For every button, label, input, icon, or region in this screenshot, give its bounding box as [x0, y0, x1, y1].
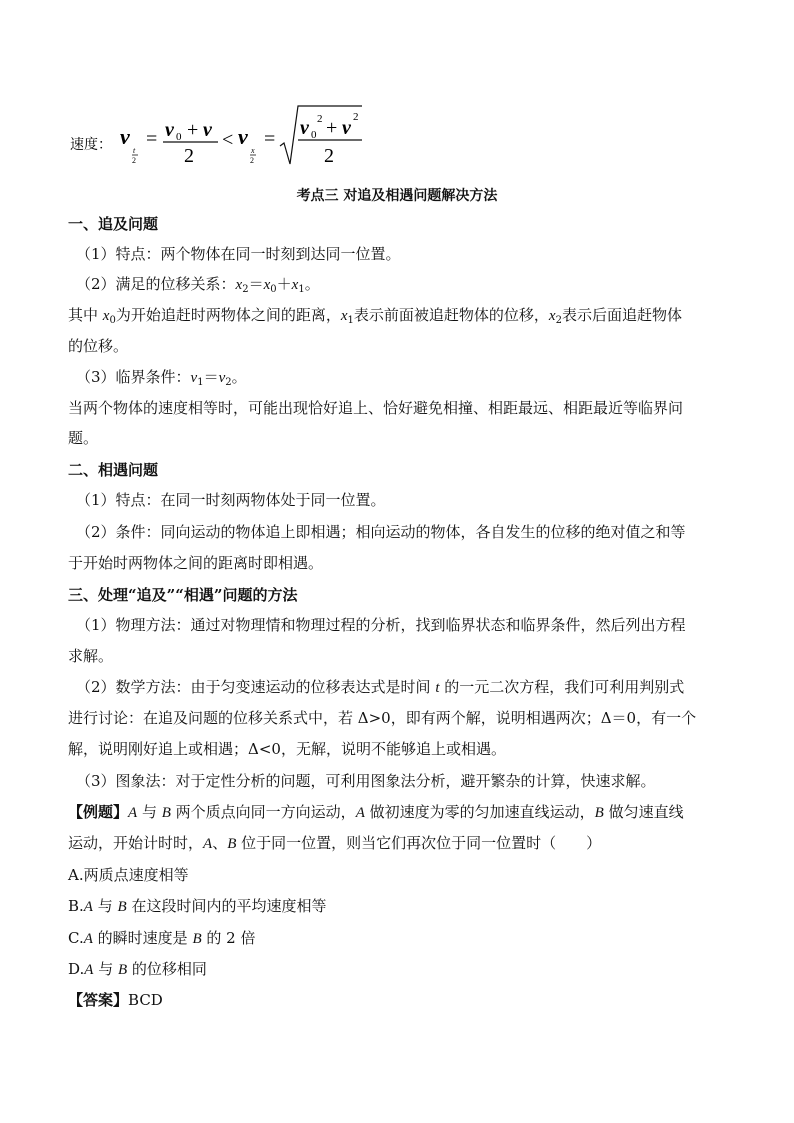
s1-p4-pre: （3）临界条件： — [76, 368, 191, 386]
formula-sub-x: x — [251, 146, 255, 155]
formula-num-v0: v — [165, 119, 174, 141]
formula-sub-two2: 2 — [250, 156, 254, 165]
s1-p2-end: 。 — [304, 275, 320, 293]
s1-p3-c: 表示前面被追赶物体的位移， — [353, 306, 549, 324]
section2-p2b: 于开始时两物体之间的距离时即相遇。 — [68, 554, 324, 572]
formula-sq-exp1: 2 — [317, 113, 323, 125]
formula-sq-v: v — [342, 117, 351, 139]
option-d — [68, 959, 207, 980]
section1-p5b: 题。 — [68, 429, 99, 447]
opt-d-pre: D. — [68, 960, 85, 978]
formula-v-t: v — [120, 124, 130, 149]
opt-d-end: 的位移相同 — [127, 960, 207, 978]
s1-p4-v2: v — [218, 370, 226, 386]
example-line1 — [68, 802, 684, 823]
opt-d-mid: 与 — [93, 960, 118, 978]
s3-p2-a1: （2）数学方法：由于匀变速运动的位移表达式是时间 — [76, 678, 436, 696]
s1-p3-x2: x — [548, 308, 556, 324]
option-a: A.两质点速度相等 — [68, 866, 189, 884]
section1-p2 — [76, 274, 320, 295]
s1-p3-a: 其中 — [68, 306, 103, 324]
s1-p3-s1: 1 — [347, 315, 354, 326]
section1-p1: （1）特点：两个物体在同一时刻到达同一位置。 — [76, 245, 401, 263]
velocity-formula — [70, 100, 390, 170]
opt-c-B: B — [192, 931, 202, 947]
s3-p2-t: t — [435, 680, 440, 696]
opt-b-B: B — [117, 899, 127, 915]
s1-p2-eq: ＝ — [248, 275, 264, 293]
formula-den-two2: 2 — [324, 145, 334, 167]
formula-sub-two1: 2 — [132, 156, 136, 165]
section2-p2a: （2）条件：同向运动的物体追上即相遇；相向运动的物体，各自发生的位移的绝对值之和等 — [76, 523, 686, 541]
opt-c-A: A — [83, 931, 93, 947]
ex-l1-c: 做初速度为零的匀加速直线运动， — [364, 803, 595, 821]
s1-p4-s1: 1 — [197, 377, 204, 388]
section3-p1b: 求解。 — [68, 647, 114, 665]
ex-l1-B2: B — [594, 805, 604, 821]
example-line2 — [68, 833, 601, 854]
s1-p2-plus: ＋ — [276, 275, 292, 293]
ex-l2-A: A — [203, 836, 213, 852]
s1-p3-x1: x — [340, 308, 348, 324]
formula-v-x: v — [238, 124, 248, 149]
s1-p2-x1: x — [291, 277, 299, 293]
s1-p3-b: 为开始追赶时两物体之间的距离， — [115, 306, 341, 324]
section3-p1a: （1）物理方法：通过对物理情和物理过程的分析，找到临界状态和临界条件，然后列出方程 — [76, 616, 686, 634]
section1-p5a: 当两个物体的速度相等时，可能出现恰好追上、恰好避免相撞、相距最远、相距最近等临界问 — [68, 399, 684, 417]
section3-p2a — [76, 677, 684, 698]
ex-l1-A1: A — [128, 805, 138, 821]
opt-b-A: A — [83, 899, 93, 915]
section3-p2b: 进行讨论：在追及问题的位移关系式中，若 Δ>0，即有两个解，说明相遇两次；Δ＝0，有一个 — [68, 709, 697, 727]
s1-p3-s0: 0 — [109, 315, 116, 326]
formula-sub-t: t — [133, 146, 136, 155]
ex-l1-B1: B — [161, 805, 171, 821]
s1-p2-x2: x — [235, 277, 243, 293]
ex-l2-a: 运动，开始计时时， — [68, 834, 204, 852]
s3-p2-a2: 的一元二次方程，我们可利用判别式 — [439, 678, 685, 696]
section1-p4 — [76, 367, 247, 388]
opt-d-B: B — [117, 962, 128, 978]
answer-value: BCD — [128, 991, 163, 1009]
opt-b-pre: B. — [68, 897, 84, 915]
ex-l1-d: 做匀速直线 — [603, 803, 684, 821]
answer-line — [68, 990, 163, 1010]
section1-p3 — [68, 305, 682, 326]
opt-d-A: A — [84, 962, 94, 978]
s1-p4-end: 。 — [231, 368, 247, 386]
s1-p2-pre: （2）满足的位移关系： — [76, 275, 236, 293]
section-heading: 考点三 对追及相遇问题解决方法 — [296, 188, 498, 204]
section1-title: 一、追及问题 — [68, 215, 159, 233]
section3-p3: （3）图象法：对于定性分析的问题，可利用图象法分析，避开繁杂的计算，快速求解。 — [76, 772, 656, 790]
s1-p2-s0: 0 — [270, 284, 277, 295]
section2-title: 二、相遇问题 — [68, 461, 159, 479]
example-tag: 【例题】 — [68, 803, 129, 821]
s1-p2-s2: 2 — [242, 284, 249, 295]
ex-l1-a: 与 — [137, 803, 162, 821]
s1-p4-s2: 2 — [225, 377, 232, 388]
ex-l1-b: 两个质点向同一方向运动， — [170, 803, 356, 821]
ex-l2-sep: 、 — [212, 834, 228, 852]
s1-p2-x0: x — [263, 277, 271, 293]
s1-p3-s2: 2 — [555, 315, 562, 326]
formula-lt: < — [222, 129, 234, 151]
section3-title: 三、处理“追及”“相遇”问题的方法 — [68, 586, 298, 604]
formula-sq-exp2: 2 — [353, 111, 359, 123]
section1-p3-cont: 的位移。 — [68, 337, 129, 355]
s1-p3-x0: x — [102, 308, 110, 324]
formula-label: 速度： — [70, 138, 112, 153]
answer-tag: 【答案】 — [68, 991, 129, 1009]
opt-c-mid: 的瞬时速度是 — [92, 929, 193, 947]
formula-plus1: + — [187, 119, 199, 141]
formula-num-zero: 0 — [176, 131, 182, 143]
ex-l1-A2: A — [355, 805, 365, 821]
opt-c-end: 的 2 倍 — [201, 929, 256, 947]
s1-p4-v1: v — [190, 370, 198, 386]
formula-eq2: = — [264, 128, 276, 150]
opt-b-mid: 与 — [92, 897, 118, 915]
formula-svg — [70, 100, 390, 170]
ex-l2-B: B — [227, 836, 237, 852]
formula-sq-zero: 0 — [311, 129, 317, 141]
section2-p1: （1）特点：在同一时刻两物体处于同一位置。 — [76, 491, 386, 509]
s1-p3-d: 表示后面追赶物体 — [561, 306, 682, 324]
option-b — [68, 896, 326, 917]
s1-p4-eq: ＝ — [203, 368, 219, 386]
section3-p2c: 解，说明刚好追上或相遇；Δ<0，无解，说明不能够追上或相遇。 — [68, 740, 506, 758]
option-c — [68, 928, 255, 949]
formula-eq1: = — [146, 128, 158, 150]
opt-b-end: 在这段时间内的平均速度相等 — [126, 897, 327, 915]
opt-c-pre: C. — [68, 929, 84, 947]
formula-num-v: v — [203, 119, 212, 141]
s1-p2-s1: 1 — [298, 284, 305, 295]
formula-den-two1: 2 — [184, 145, 194, 167]
formula-sq-v0: v — [300, 117, 309, 139]
ex-l2-b: 位于同一位置，则当它们再次位于同一位置时（ ） — [236, 834, 602, 852]
formula-plus2: + — [326, 117, 338, 139]
